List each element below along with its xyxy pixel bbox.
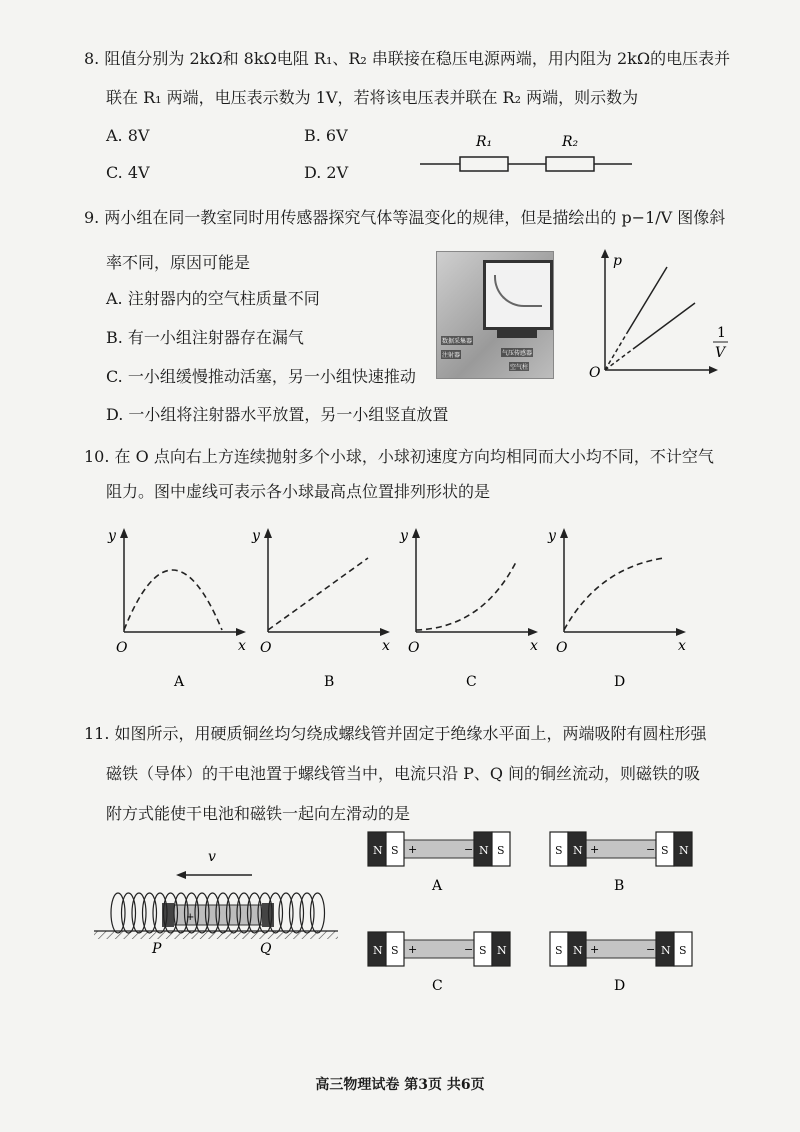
q9-option-a[interactable]: A. 注射器内的空气柱质量不同 — [106, 289, 320, 308]
graph-x-num: 1 — [717, 325, 726, 341]
y-axis-label: y — [400, 528, 408, 544]
y-axis-label: y — [548, 528, 556, 544]
q9-p-1overV-graph — [585, 245, 735, 385]
r1-label: R₁ — [476, 134, 493, 150]
right-pole-label: N — [679, 844, 689, 857]
origin-label: O — [408, 640, 420, 656]
point-p: P — [152, 941, 162, 957]
q11-option-d[interactable] — [538, 928, 698, 1008]
q10-stem-line1: 10. 在 O 点向右上方连续抛射多个小球，小球初速度方向均相同而大小均不同，不计空气 — [84, 447, 714, 466]
right-pole-label: S — [497, 844, 505, 857]
battery-plus: + — [590, 843, 600, 856]
q8-option-c[interactable]: C. 4V — [106, 163, 150, 182]
q8-stem-line2: 联在 R₁ 两端，电压表示数为 1V，若将该电压表并联在 R₂ 两端，则示数为 — [106, 88, 639, 107]
left-pole-label: N — [373, 944, 383, 957]
q11-stem-line1: 11. 如图所示，用硬质铜丝均匀绕成螺线管并固定于绝缘水平面上，两端吸附有圆柱形强 — [84, 724, 707, 743]
q8-option-b[interactable]: B. 6V — [304, 126, 348, 145]
q10-graph-d[interactable] — [540, 520, 700, 690]
right-pole-label: N — [479, 844, 489, 857]
q10-graph-a[interactable] — [100, 520, 260, 690]
dashed-curve — [268, 558, 368, 630]
left-pole-label: S — [555, 944, 563, 957]
origin-label: O — [556, 640, 568, 656]
q8-stem-line1: 8. 阻值分别为 2kΩ和 8kΩ电阻 R₁、R₂ 串联接在稳压电源两端，用内阻为 2kΩ的电压表并 — [84, 49, 731, 68]
left-pole-label: N — [573, 844, 583, 857]
q11-stem-line2: 磁铁（导体）的干电池置于螺线管当中，电流只沿 P、Q 间的铜丝流动，则磁铁的吸 — [106, 764, 701, 783]
photo-label-syringe: 注射器 — [442, 352, 461, 359]
dashed-curve — [564, 558, 664, 630]
resistor-r1 — [460, 157, 508, 171]
q9-option-d[interactable]: D. 一小组将注射器水平放置，另一小组竖直放置 — [106, 405, 449, 424]
left-pole-label: N — [573, 944, 583, 957]
graph-x-den: V — [715, 345, 726, 361]
q9-stem-line1: 9. 两小组在同一教室同时用传感器探究气体等温变化的规律，但是描绘出的 p−1/V 图像斜 — [84, 208, 726, 227]
right-pole-label: N — [497, 944, 507, 957]
left-pole-label: N — [373, 844, 383, 857]
option-label: A — [432, 878, 443, 894]
resistor-r2 — [546, 157, 594, 171]
q8-option-a[interactable]: A. 8V — [106, 126, 150, 145]
photo-label-collector: 数据采集器 — [442, 338, 473, 345]
left-pole-label: S — [391, 844, 399, 857]
graph-origin: O — [589, 365, 601, 381]
q9-stem-line2: 率不同，原因可能是 — [106, 253, 251, 272]
monitor-screen — [483, 260, 553, 330]
coil-turn — [311, 893, 325, 933]
origin-label: O — [116, 640, 128, 656]
option-label: C — [432, 978, 443, 994]
right-pole-label: S — [479, 944, 487, 957]
left-arrow-icon — [176, 871, 186, 879]
x-axis-label: x — [530, 638, 538, 654]
q10-stem-line2: 阻力。图中虚线可表示各小球最高点位置排列形状的是 — [106, 482, 491, 501]
x-axis-label: x — [238, 638, 246, 654]
graph-b-label: B — [324, 674, 335, 690]
graph-line-shallow — [633, 303, 695, 349]
y-axis-label: y — [252, 528, 260, 544]
option-label: B — [614, 878, 625, 894]
left-pole-label: S — [555, 844, 563, 857]
battery-minus: − — [646, 943, 656, 956]
x-axis-label: x — [678, 638, 686, 654]
graph-d-label: D — [614, 674, 626, 690]
right-pole-label: N — [661, 944, 671, 957]
y-axis-label: y — [108, 528, 116, 544]
q11-option-c[interactable] — [356, 928, 516, 1008]
battery-minus: − — [646, 843, 656, 856]
left-pole-label: S — [391, 944, 399, 957]
origin-label: O — [260, 640, 272, 656]
photo-label-sensor: 气压传感器 — [502, 350, 533, 357]
q9-option-b[interactable]: B. 有一小组注射器存在漏气 — [106, 328, 304, 347]
graph-line-steep — [627, 267, 667, 333]
dashed-curve — [416, 562, 516, 630]
q9-experiment-photo — [436, 251, 554, 379]
q11-option-b[interactable] — [538, 828, 698, 908]
q8-option-d[interactable]: D. 2V — [304, 163, 349, 182]
battery-plus: + — [408, 943, 418, 956]
point-q: Q — [260, 941, 272, 957]
battery-minus: − — [464, 943, 474, 956]
option-label: D — [614, 978, 626, 994]
q11-stem-line3: 附方式能使干电池和磁铁一起向左滑动的是 — [106, 804, 411, 823]
battery-plus: + — [186, 912, 195, 923]
x-axis-label: x — [382, 638, 390, 654]
r2-label: R₂ — [562, 134, 579, 150]
q9-option-c[interactable]: C. 一小组缓慢推动活塞，另一小组快速推动 — [106, 367, 416, 386]
q8-circuit-diagram — [410, 126, 640, 182]
velocity-label: v — [208, 849, 216, 865]
right-pole-label: S — [661, 844, 669, 857]
page-footer: 高三物理试卷 第3页 共6页 — [315, 1077, 485, 1093]
graph-c-label: C — [466, 674, 477, 690]
graph-y-label: p — [613, 253, 622, 269]
q10-graph-c[interactable] — [392, 520, 552, 690]
q11-solenoid-figure — [90, 845, 350, 965]
photo-label-aircolumn: 空气柱 — [510, 364, 529, 371]
q10-graph-b[interactable] — [244, 520, 404, 690]
graph-a-label: A — [174, 674, 185, 690]
q11-option-a[interactable] — [356, 828, 516, 908]
battery-plus: + — [408, 843, 418, 856]
dashed-curve — [124, 570, 222, 630]
battery-minus: − — [464, 843, 474, 856]
battery-plus: + — [590, 943, 600, 956]
right-pole-label: S — [679, 944, 687, 957]
